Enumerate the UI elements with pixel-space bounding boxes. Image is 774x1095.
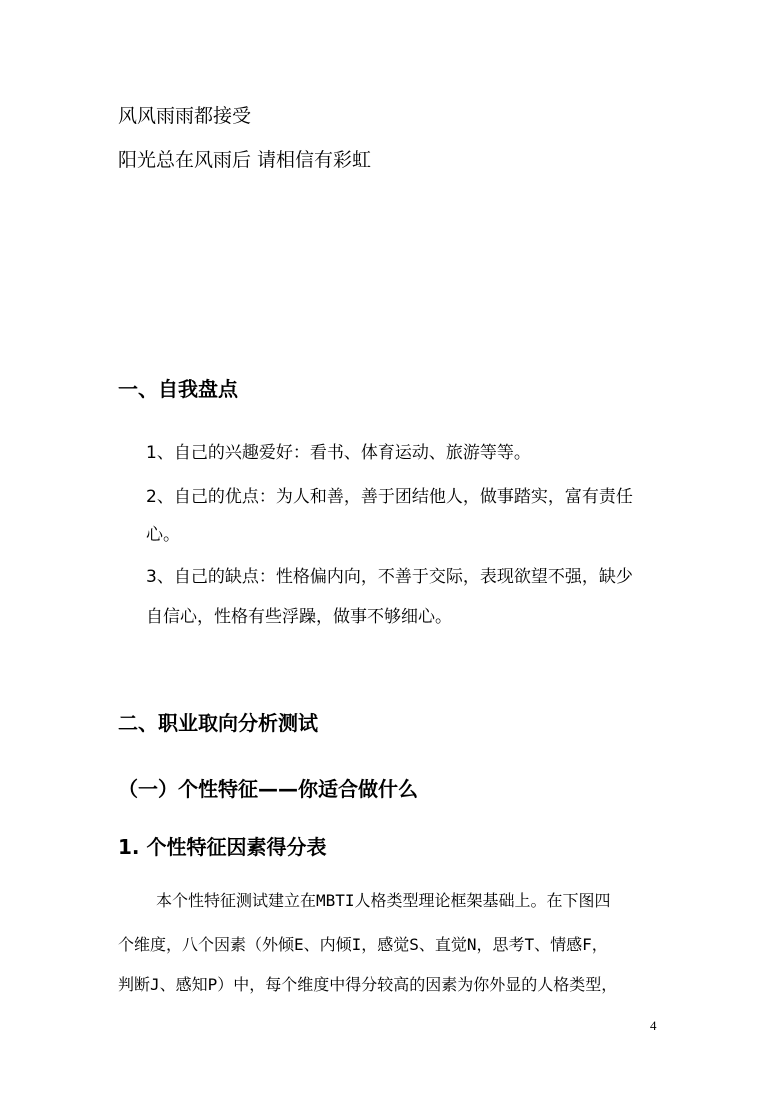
- poem-line-1: 风风雨雨都接受: [118, 105, 252, 127]
- section-1-item-2-line-2: 心。: [146, 525, 180, 545]
- intro-paragraph-line-1: 本个性特征测试建立在MBTI人格类型理论框架基础上。在下图四: [156, 891, 611, 910]
- section-1-item-1: 1、自己的兴趣爱好：看书、体育运动、旅游等等。: [146, 443, 531, 463]
- page-number: 4: [650, 1018, 657, 1033]
- section-2-title: 二、职业取向分析测试: [118, 711, 318, 735]
- section-1-item-3-line-2: 自信心，性格有些浮躁，做事不够细心。: [146, 607, 452, 627]
- intro-paragraph-line-3: 判断J、感知P）中，每个维度中得分较高的因素为你外显的人格类型，: [118, 975, 618, 994]
- intro-paragraph-line-2: 个维度，八个因素（外倾E、内倾I，感觉S、直觉N，思考T、情感F，: [118, 935, 608, 954]
- section-2-subtitle: （一）个性特征——你适合做什么: [118, 777, 418, 801]
- section-1-title: 一、自我盘点: [118, 377, 238, 401]
- section-1-item-3-line-1: 3、自己的缺点：性格偏内向，不善于交际，表现欲望不强，缺少: [146, 567, 633, 587]
- section-2-heading: 1. 个性特征因素得分表: [118, 835, 327, 859]
- poem-line-2: 阳光总在风雨后 请相信有彩虹: [118, 149, 372, 171]
- section-1-item-2-line-1: 2、自己的优点：为人和善，善于团结他人，做事踏实，富有责任: [146, 487, 633, 507]
